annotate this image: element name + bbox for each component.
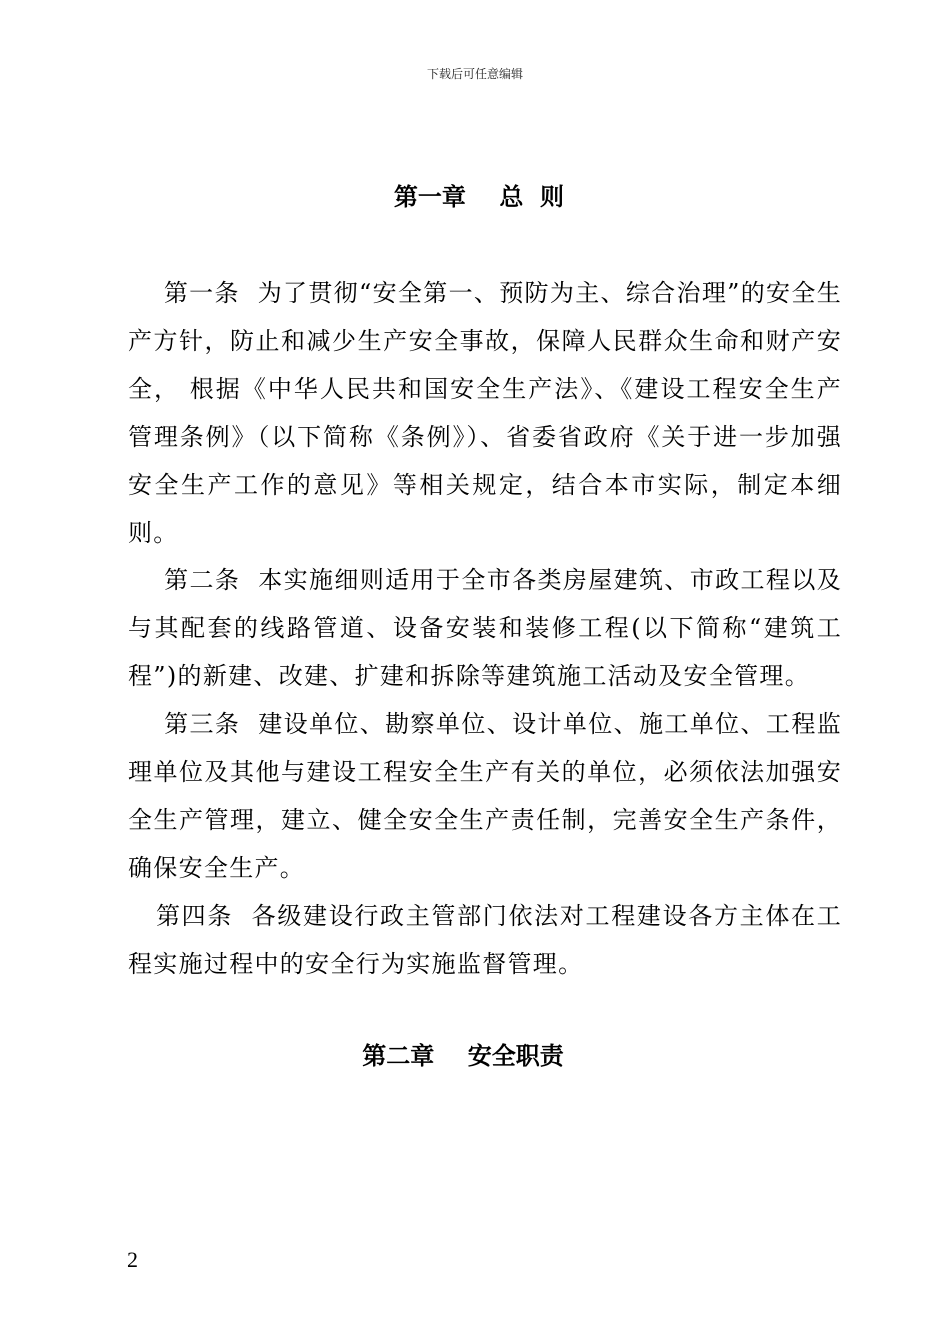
page-number: 2 xyxy=(127,1247,138,1272)
article-paragraph: 第三条 建设单位、勘察单位、设计单位、施工单位、工程监理单位及其他与建设工程安全生产有关的单位，必须依法加强安全生产管理，建立、健全安全生产责任制，完善安全生产条件，确保安全生产。 xyxy=(128,710,843,882)
chapter-title: 第一章 总 则 xyxy=(393,183,565,211)
page-header: 下载后可任意编辑 xyxy=(426,67,523,81)
article-paragraph: 第四条 各级建设行政主管部门依法对工程建设各方主体在工程实施过程中的安全行为实施监督管理。 xyxy=(128,902,843,978)
chapter-title: 第二章 安全职责 xyxy=(362,1042,564,1070)
article-paragraph: 第一条 为了贯彻“安全第一、预防为主、综合治理”的安全生产方针，防止和减少生产安全事故，保障人民群众生命和财产安全， 根据《中华人民共和国安全生产法》、《建设工程安全生产管理条例》（以下简称《条例》）、省委省政府《关于进一步加强安全生产工作的意见》等相关规定，结合本市实际，制定本细则。 xyxy=(128,279,843,547)
article-paragraph: 第二条 本实施细则适用于全市各类房屋建筑、市政工程以及与其配套的线路管道、设备安装和装修工程(以下简称“建筑工程”)的新建、改建、扩建和拆除等建筑施工活动及安全管理。 xyxy=(128,566,843,690)
